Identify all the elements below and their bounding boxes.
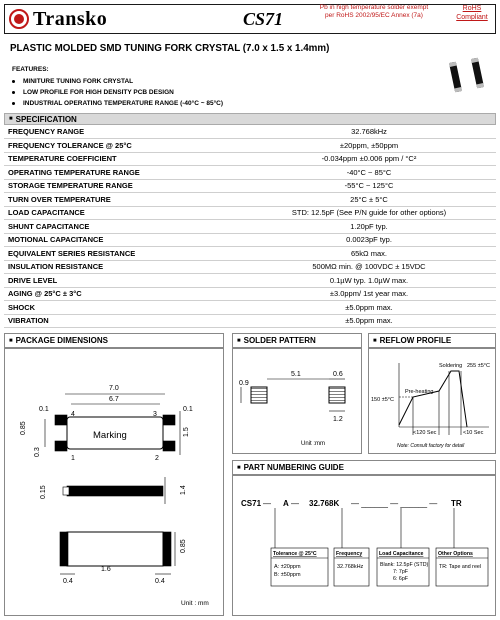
reflow-label: <120 Sec — [413, 430, 437, 436]
spec-param: LOAD CAPACITANCE — [4, 206, 242, 220]
spec-value: 0.0023pF typ. — [242, 233, 496, 247]
brand-mark-icon — [9, 9, 29, 29]
spec-param: TEMPERATURE COEFFICIENT — [4, 152, 242, 166]
dim-label: 0.4 — [63, 578, 73, 585]
dim-label: 0.9 — [239, 380, 249, 387]
spec-value: ±20ppm, ±50ppm — [242, 139, 496, 153]
spec-param: INSULATION RESISTANCE — [4, 260, 242, 274]
pn-box-line: TR: Tape and reel — [439, 564, 482, 570]
dim-label: 1.4 — [180, 485, 187, 495]
spec-param: SHUNT CAPACITANCE — [4, 220, 242, 234]
reflow-panel — [368, 348, 496, 454]
spec-param: VIBRATION — [4, 314, 242, 328]
model-number: CS71 — [243, 8, 284, 29]
spec-row — [4, 314, 496, 328]
solder-drawing — [233, 349, 361, 453]
spec-row — [4, 233, 496, 247]
solder-panel — [232, 348, 362, 454]
spec-param: FREQUENCY RANGE — [4, 125, 242, 139]
spec-value: ±5.0ppm max. — [242, 301, 496, 315]
dim-label: 7.0 — [109, 385, 119, 392]
dim-label: 6.7 — [109, 396, 119, 403]
product-title: PLASTIC MOLDED SMD TUNING FORK CRYSTAL (7.0 x 1.5 x 1.4mm) — [10, 43, 330, 54]
dim-label: 0.85 — [20, 421, 27, 435]
spec-value: STD: 12.5pF (See P/N guide for other options) — [242, 206, 496, 220]
spec-row — [4, 166, 496, 180]
spec-param: DRIVE LEVEL — [4, 274, 242, 288]
dim-label: 1.2 — [333, 416, 343, 423]
pn-box-title: Load Capacitance — [379, 551, 424, 557]
spec-row — [4, 287, 496, 301]
dim-label: 1.6 — [101, 566, 111, 573]
spec-value: 0.1µW typ. 1.0µW max. — [242, 274, 496, 288]
pn-box-title: Other Options — [438, 551, 473, 557]
brand-logo — [5, 8, 135, 31]
spec-param: FREQUENCY TOLERANCE @ 25°C — [4, 139, 242, 153]
reflow-label: Soldering — [439, 363, 463, 369]
dim-label: 0.6 — [333, 371, 343, 378]
spec-param: MOTIONAL CAPACITANCE — [4, 233, 242, 247]
crystal-photo — [449, 62, 462, 93]
spec-row — [4, 139, 496, 153]
bullet-icon — [12, 102, 15, 105]
pn-box-line: 6: 6pF — [393, 576, 409, 582]
svg-text:—: — — [263, 499, 271, 508]
spec-param: TURN OVER TEMPERATURE — [4, 193, 242, 207]
rohs-badge: RoHS Compliant — [456, 5, 488, 21]
pn-box-line: A: ±20ppm — [274, 564, 301, 570]
spec-value: 500MΩ min. @ 100VDC ± 15VDC — [242, 260, 496, 274]
spec-table — [4, 125, 496, 328]
dim-label: 0.85 — [180, 539, 187, 553]
spec-param: EQUIVALENT SERIES RESISTANCE — [4, 247, 242, 261]
spec-row — [4, 125, 496, 139]
pin-label: 3 — [153, 411, 157, 418]
dim-label: 0.3 — [34, 447, 41, 457]
dim-label: 0.4 — [155, 578, 165, 585]
pn-heading: ■ PART NUMBERING GUIDE — [232, 460, 496, 475]
pn-box-line: 7: 7pF — [393, 569, 409, 575]
unit-label: Unit :mm — [301, 441, 325, 447]
feature-item: LOW PROFILE FOR HIGH DENSITY PCB DESIGN — [12, 87, 223, 98]
pn-code-part: CS71 — [241, 499, 262, 508]
spec-value: -0.034ppm ±0.006 ppm / °C² — [242, 152, 496, 166]
features-list — [12, 76, 223, 109]
reflow-label: 150 ±5°C — [371, 397, 394, 403]
spec-heading: ■ SPECIFICATION — [4, 113, 496, 125]
spec-value: -55°C ~ 125°C — [242, 179, 496, 193]
pn-box-line: Blank: 12.5pF (STD) — [380, 562, 429, 568]
pn-box-line: B: ±50ppm — [274, 572, 301, 578]
pn-box-title: Tolerance @ 25°C — [273, 551, 317, 557]
crystal-photo — [471, 58, 484, 89]
spec-value: ±3.0ppm/ 1st year max. — [242, 287, 496, 301]
package-heading: ■ PACKAGE DIMENSIONS — [4, 333, 224, 348]
spec-row — [4, 260, 496, 274]
package-panel — [4, 348, 224, 616]
pn-code-part: TR — [451, 499, 462, 508]
spec-row — [4, 152, 496, 166]
spec-value: -40°C ~ 85°C — [242, 166, 496, 180]
reflow-note: Note: Consult factory for detail — [397, 443, 465, 449]
spec-row — [4, 179, 496, 193]
pn-code-part: A — [283, 499, 289, 508]
brand-name: Transko — [33, 7, 108, 30]
pn-diagram — [233, 476, 495, 615]
reflow-label: <10 Sec — [463, 430, 484, 436]
unit-label: Unit : mm — [181, 600, 209, 607]
rohs-exemption-note: Pb in high temperature solder exempt per RoHS 2002/95/EC Annex (7a) — [319, 4, 429, 19]
dim-label: 0.1 — [183, 406, 193, 413]
pn-box-title: Frequency — [336, 551, 363, 557]
spec-row — [4, 274, 496, 288]
svg-text:— ______ — ______ —: — ______ — ______ — — [351, 499, 438, 508]
package-drawing — [5, 349, 223, 615]
dim-label: 0.1 — [39, 406, 49, 413]
bullet-icon — [12, 91, 15, 94]
spec-row — [4, 220, 496, 234]
svg-text:—: — — [291, 499, 299, 508]
reflow-label: 255 ±5°C — [467, 363, 490, 369]
dim-label: 0.15 — [40, 485, 47, 499]
reflow-heading: ■ REFLOW PROFILE — [368, 333, 496, 348]
spec-param: SHOCK — [4, 301, 242, 315]
bullet-icon — [12, 80, 15, 83]
features-label: FEATURES: — [12, 66, 49, 73]
spec-param: STORAGE TEMPERATURE RANGE — [4, 179, 242, 193]
pn-panel — [232, 475, 496, 616]
pin-label: 4 — [71, 411, 75, 418]
spec-param: AGING @ 25°C ± 3°C — [4, 287, 242, 301]
spec-value: 1.20pF typ. — [242, 220, 496, 234]
spec-value: 65kΩ max. — [242, 247, 496, 261]
pn-box-line: 32.768kHz — [337, 564, 364, 570]
pn-code-part: 32.768K — [309, 499, 340, 508]
reflow-label: Pre-heating — [405, 389, 434, 395]
dim-label: 5.1 — [291, 371, 301, 378]
spec-value: 32.768kHz — [242, 125, 496, 139]
spec-row — [4, 301, 496, 315]
spec-row — [4, 193, 496, 207]
feature-item: MINITURE TUNING FORK CRYSTAL — [12, 76, 223, 87]
pin-label: 1 — [71, 455, 75, 462]
spec-value: 25°C ± 5°C — [242, 193, 496, 207]
solder-heading: ■ SOLDER PATTERN — [232, 333, 362, 348]
reflow-chart — [369, 349, 495, 453]
marking-label: Marking — [93, 430, 127, 441]
spec-row — [4, 206, 496, 220]
spec-param: OPERATING TEMPERATURE RANGE — [4, 166, 242, 180]
pin-label: 2 — [155, 455, 159, 462]
spec-value: ±5.0ppm max. — [242, 314, 496, 328]
spec-row — [4, 247, 496, 261]
feature-item: INDUSTRIAL OPERATING TEMPERATURE RANGE (-40°C ~ 85°C) — [12, 98, 223, 109]
dim-label: 1.5 — [183, 427, 190, 437]
